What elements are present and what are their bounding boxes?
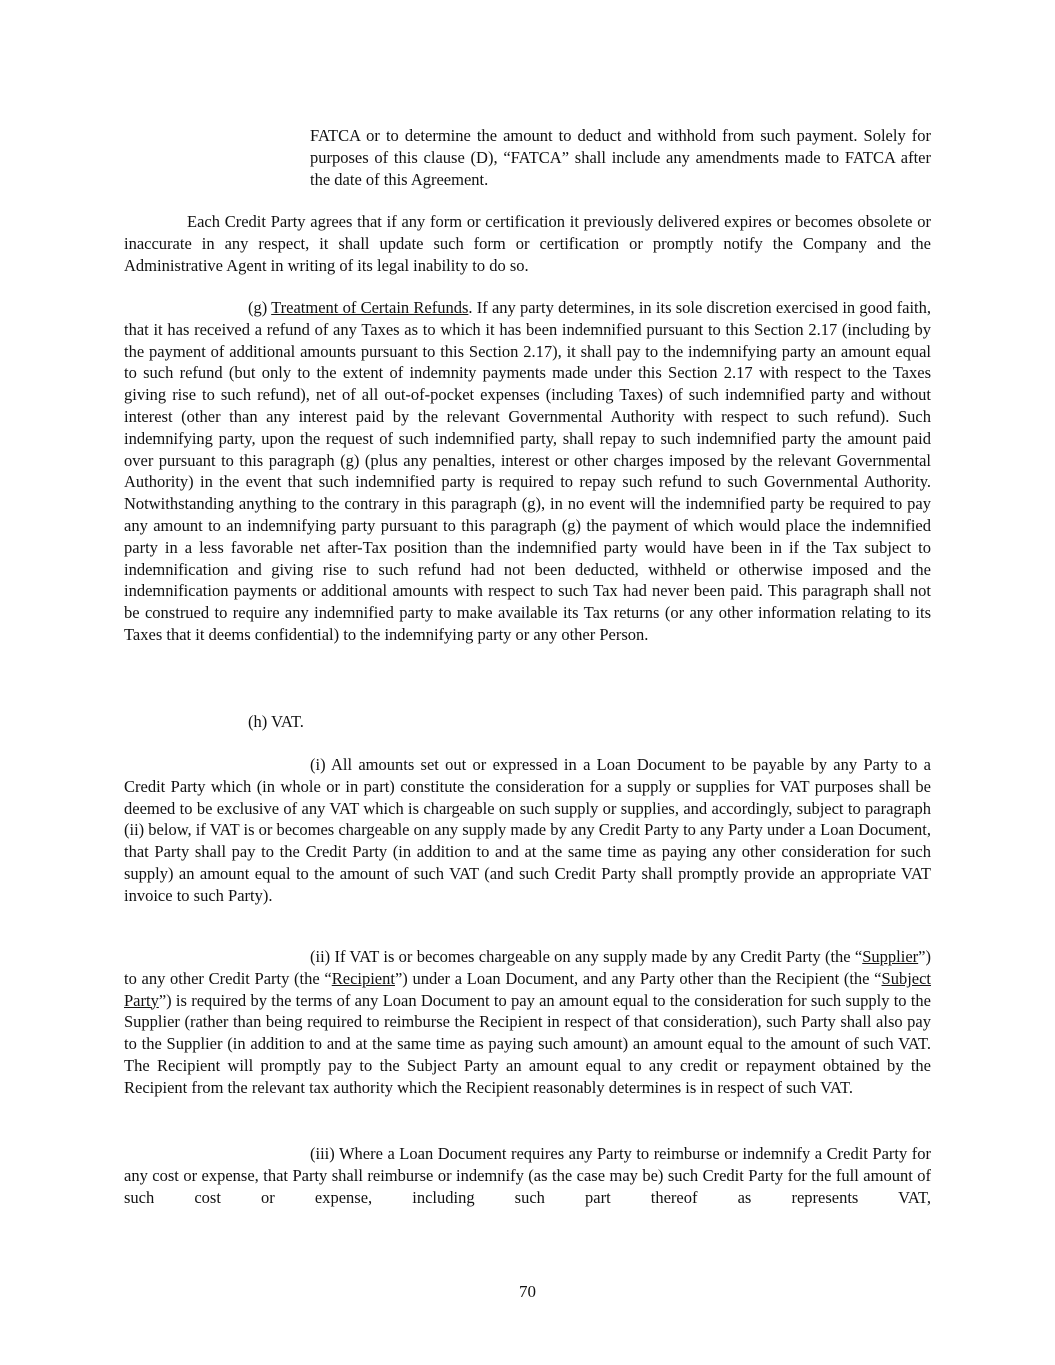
supplier-term: Supplier [862,947,919,966]
section-g-paragraph [124,297,931,646]
section-h-ii-text-3: ”) under a Loan Document, and any Party other than the Recipient (the “ [394,968,882,988]
section-h-heading: (h) VAT. [248,712,304,731]
section-h-i-paragraph: (i) All amounts set out or expressed in a Loan Document to be payable by any Party to a Credit Party which (in whole or in part) constitute the consideration for a supply or supplies for VAT purposes shall be deemed to be exclusive of any VAT which is chargeable on such supply or supplies, and accordingly, subject to paragraph (ii) below, if VAT is or becomes chargeable on any supply made by any Credit Party to any Party under a Loan Document, that Party shall pay to the Credit Party (in addition to and at the same time as paying any other consideration for such supply) an amount equal to the amount of such VAT (and such Credit Party shall promptly provide an appropriate VAT invoice to such Party). [124,755,931,905]
section-g-body: . If any party determines, in its sole discretion exercised in good faith, that it has received a refund of any Taxes as to which it has been indemnified pursuant to this Section 2.17 (including by the payment of additional amounts pursuant to this Section 2.17), it shall pay to the indemnifying party an amount equal to such refund (but only to the extent of indemnity payments made under this Section 2.17 with respect to the Taxes giving rise to such refund), net of all out-of-pocket expenses (including Taxes) of such indemnified party and without interest (other than any interest paid by the relevant Governmental Authority with respect to such refund). Such indemnifying party, upon the request of such indemnified party, shall repay to such indemnified party the amount paid over pursuant to this paragraph (g) (plus any penalties, interest or other charges imposed by the relevant Governmental Authority) in the event that such indemnified party is required to repay such refund to such Governmental Authority. Notwithstanding anything to the contrary in this paragraph (g), in no event will the indemnified party be required to pay any amount to an indemnifying party pursuant to this paragraph (g) the payment of which would place the indemnified party in a less favorable net after-Tax position than the indemnified party would have been in if the Tax subject to indemnification and giving rise to such refund had not been deducted, withheld or otherwise imposed and the indemnification payments or additional amounts with respect to such Tax had never been paid. This paragraph shall not be construed to require any indemnified party to make available its Tax returns (or any other information relating to its Taxes that it deems confidential) to the indemnifying party or any other Person. [124,298,931,644]
subject-party-term: Subject Party [124,968,932,1010]
credit-party-update-paragraph: Each Credit Party agrees that if any form or certification it previously delivered expires or becomes obsolete or inaccurate in any respect, it shall update such form or certification or promptly notify the Company and the Administrative Agent in writing of its legal inability to do so. [124,212,931,275]
section-g-label: (g) [248,298,272,317]
section-g-heading: Treatment of Certain Refunds [271,298,469,317]
section-h-ii-text-4: ”) is required by the terms of any Loan Document to pay an amount equal to the consideration for such supply to the Supplier (rather than being required to reimburse the Recipient in respect of that consideration), such Party shall also pay to the Supplier (in addition to and at the same time as paying such amount) an amount equal to the amount of such VAT. The Recipient will promptly pay to the Subject Party an amount equal to any credit or repayment obtained by the Recipient from the relevant tax authority which the Recipient reasonably determines is in respect of such VAT. [124,990,931,1097]
section-h-ii-text-1: (ii) If VAT is or becomes chargeable on any supply made by any Credit Party (the “ [310,947,863,966]
section-h-ii-paragraph [124,946,931,1099]
section-h-ii-text-2: ”) to any other Credit Party (the “ [124,947,931,988]
page-number: 70 [519,1282,536,1301]
section-h-iii-paragraph: (iii) Where a Loan Document requires any Party to reimburse or indemnify a Credit Party for any cost or expense, that Party shall reimburse or indemnify (as the case may be) such Credit Party for the full amount of such cost or expense, including such part thereof as represents VAT, [124,1144,931,1207]
recipient-term: Recipient [331,968,395,988]
clause-d-continuation: FATCA or to determine the amount to deduct and withhold from such payment. Solely for purposes of this clause (D), “FATCA” shall include any amendments made to FATCA after the date of this Agreement. [310,126,931,189]
